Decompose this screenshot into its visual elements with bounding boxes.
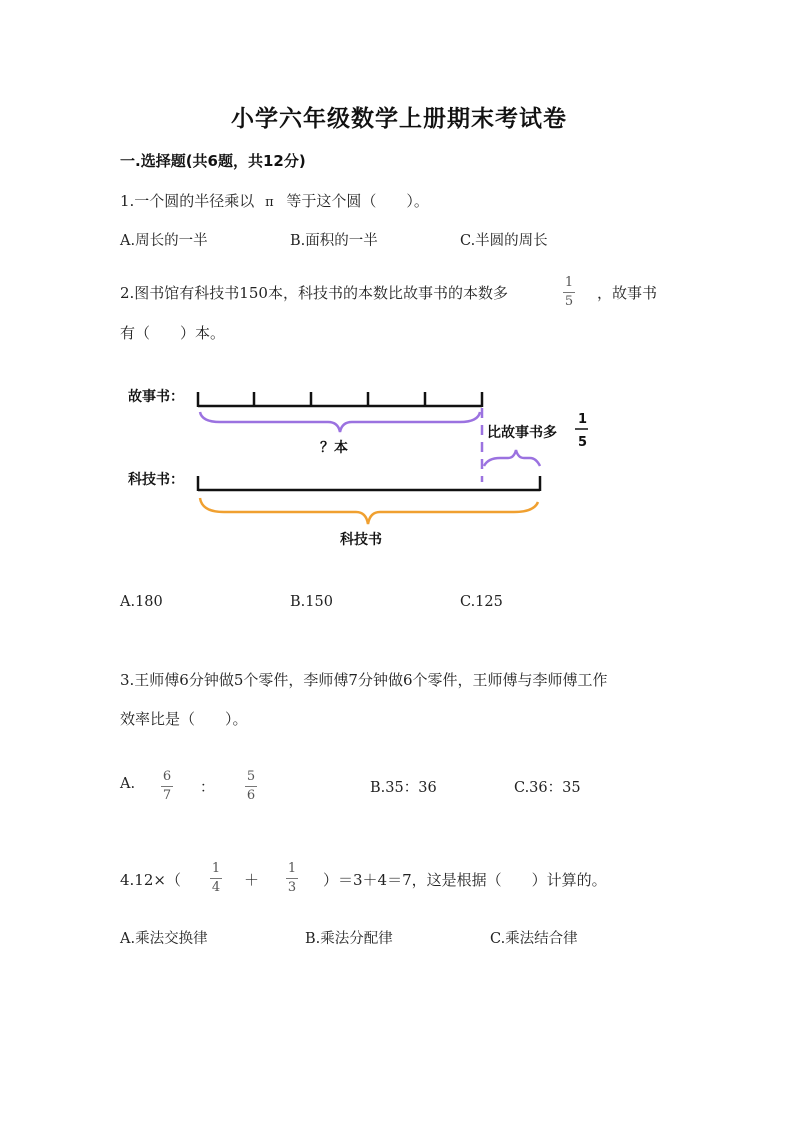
q4-frac2-den: 3 <box>287 880 297 895</box>
q1-option-c: C.半圆的周长 <box>460 233 548 249</box>
q3-option-b: B.35：36 <box>370 780 437 796</box>
tech-book-total-label: 科技书 <box>340 532 382 548</box>
q3-option-a-fraction-2 <box>245 770 257 802</box>
story-book-label: 故事书： <box>128 389 184 405</box>
story-book-segment <box>198 392 482 407</box>
fraction-bar <box>563 292 575 293</box>
q2-option-a: A.180 <box>120 594 163 610</box>
section-heading: 一.选择题(共6题，共12分) <box>120 152 306 170</box>
question-amount-label: ？本 <box>320 440 348 456</box>
q2-text-b: ，故事书 <box>597 284 658 302</box>
q3-frac2-num: 5 <box>246 769 256 784</box>
compare-frac-num: 1 <box>578 412 588 427</box>
q4-frac1-den: 4 <box>211 880 221 895</box>
q1-text-a: 1.一个圆的半径乘以 <box>120 192 255 210</box>
q3-frac1-num: 6 <box>162 769 172 784</box>
q2-line-2: 有（ ）本。 <box>120 324 226 342</box>
fraction-bar <box>161 786 173 787</box>
q2-fraction <box>563 276 575 308</box>
q4-plus: ＋ <box>244 871 260 889</box>
question-brace <box>200 412 480 432</box>
tech-book-segment <box>198 476 540 491</box>
q4-fraction-2 <box>286 862 298 894</box>
line-segment-diagram <box>120 380 640 570</box>
compare-frac-den: 5 <box>578 435 588 450</box>
q4-option-c: C.乘法结合律 <box>490 931 578 947</box>
tech-book-label: 科技书： <box>128 472 184 488</box>
tech-book-brace <box>200 498 538 524</box>
q1-option-b: B.面积的一半 <box>290 233 378 249</box>
q2-frac-num: 1 <box>564 275 574 290</box>
q4-frac1-num: 1 <box>211 861 221 876</box>
fraction-bar <box>245 786 257 787</box>
q4-option-a: A.乘法交换律 <box>120 931 208 947</box>
compare-brace <box>484 450 540 466</box>
q1-option-a: A.周长的一半 <box>120 233 208 249</box>
compare-label: 比故事书多 <box>487 425 557 441</box>
q2-text-a: 2.图书馆有科技书150本，科技书的本数比故事书的本数多 <box>120 284 508 302</box>
q3-frac1-den: 7 <box>162 788 172 803</box>
q1-text-b: 等于这个圆（ ）。 <box>286 192 429 210</box>
q3-option-a-colon: ： <box>200 780 215 796</box>
q4-fraction-1 <box>210 862 222 894</box>
q3-frac2-den: 6 <box>246 788 256 803</box>
fraction-bar <box>286 878 298 879</box>
q4-suffix: ）＝3＋4＝7，这是根据（ ）计算的。 <box>323 871 607 889</box>
q3-option-a-fraction-1 <box>161 770 173 802</box>
q3-line-2: 效率比是（ ）。 <box>120 710 248 728</box>
q2-frac-den: 5 <box>564 294 574 309</box>
q2-option-b: B.150 <box>290 594 333 610</box>
q4-prefix: 4.12×（ <box>120 871 181 889</box>
q4-option-b: B.乘法分配律 <box>305 931 393 947</box>
q3-option-a-prefix: A. <box>120 776 136 792</box>
pi-symbol: π <box>265 195 274 210</box>
q4-frac2-num: 1 <box>287 861 297 876</box>
q2-option-c: C.125 <box>460 594 503 610</box>
question-1-text <box>120 190 429 211</box>
page-title: 小学六年级数学上册期末考试卷 <box>231 105 567 132</box>
q3-line-1: 3.王师傅6分钟做5个零件，李师傅7分钟做6个零件，王师傅与李师傅工作 <box>120 671 608 689</box>
fraction-bar <box>210 878 222 879</box>
q3-option-c: C.36：35 <box>514 780 581 796</box>
